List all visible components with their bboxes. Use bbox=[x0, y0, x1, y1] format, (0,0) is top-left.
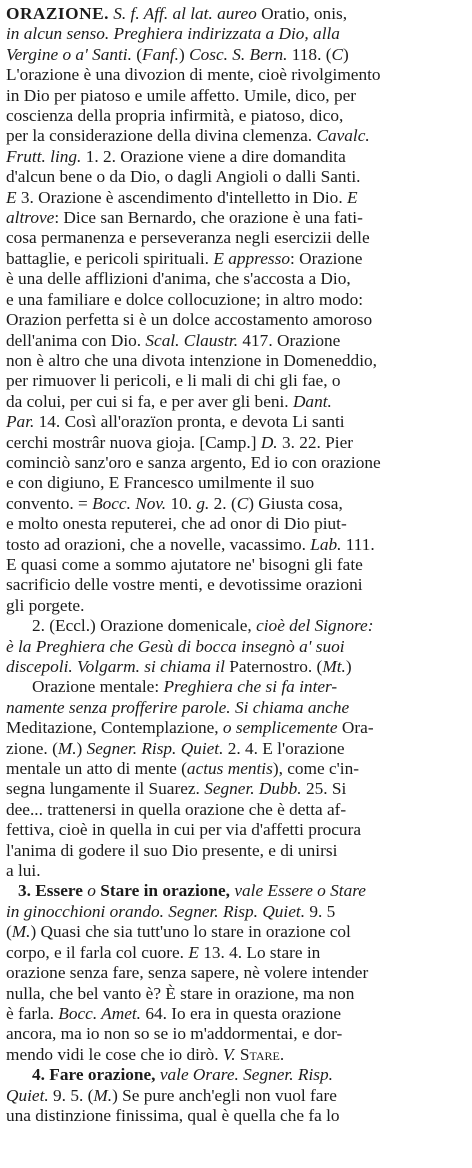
text-line bbox=[6, 841, 462, 861]
text-line bbox=[6, 126, 462, 146]
text-line bbox=[6, 943, 462, 963]
text-run: Cosc. S. Bern. bbox=[189, 44, 288, 64]
text-run: E quasi come a sommo ajutatore ne' bisogni gli fate bbox=[6, 554, 363, 574]
text-run: 1. 2. Orazione viene a dire domandita bbox=[81, 146, 346, 166]
text-run: g. bbox=[196, 493, 210, 513]
text-line bbox=[6, 657, 462, 677]
text-run: S. f. Aff. al lat. aureo bbox=[113, 4, 257, 23]
text-line bbox=[6, 494, 462, 514]
text-run: cosa permanenza e perseveranza negli esercizii delle bbox=[6, 228, 370, 248]
text-run: ) bbox=[76, 738, 87, 758]
section-4-fare-orazione bbox=[6, 1065, 462, 1126]
text-run: ) Giusta cosa, bbox=[248, 493, 343, 513]
text-run: non è altro che una divota intenzione in Domeneddio, bbox=[6, 350, 377, 370]
text-run: 2. ( bbox=[209, 493, 237, 513]
text-line bbox=[6, 310, 462, 330]
text-run: 13. 4. Lo stare in bbox=[198, 942, 321, 962]
text-run: Segner. Risp. Quiet. bbox=[86, 738, 224, 758]
text-line bbox=[6, 4, 462, 24]
text-run: cerchi mostrâr nuova gioja. [Camp.] bbox=[6, 432, 261, 452]
text-run: altrove bbox=[6, 208, 55, 228]
text-line bbox=[6, 473, 462, 493]
text-run: E bbox=[346, 187, 358, 207]
text-run: ( bbox=[6, 922, 12, 942]
text-run: 2. 4. E l'orazione bbox=[223, 738, 345, 758]
text-line bbox=[6, 228, 462, 248]
text-run: sacrificio delle vostre menti, e devotissime orazioni bbox=[6, 575, 363, 595]
text-line bbox=[6, 433, 462, 453]
text-run: 417. Orazione bbox=[238, 330, 341, 350]
text-run: in Dio per piatoso e umile affetto. Umile, dico, per bbox=[6, 85, 357, 105]
text-run: V. bbox=[222, 1044, 236, 1064]
text-run: Ora- bbox=[337, 718, 374, 738]
text-run: è la Preghiera che Gesù di bocca insegnò a' suoi bbox=[6, 636, 345, 656]
text-run: o semplicemente bbox=[222, 718, 338, 738]
text-line bbox=[6, 45, 462, 65]
text-run: 3. 22. Pier bbox=[277, 432, 354, 452]
text-line bbox=[6, 453, 462, 473]
text-run: nulla, che bel vanto è? È stare in orazione, ma non bbox=[6, 983, 355, 1003]
text-run: E appresso bbox=[213, 248, 290, 268]
text-run: discepoli. Volgarm. si chiama il bbox=[6, 657, 225, 676]
text-line bbox=[6, 820, 462, 840]
text-run: 3. Essere bbox=[18, 881, 88, 901]
text-run: vale Essere o Stare bbox=[234, 881, 366, 901]
text-run: e con digiuno, E Francesco umilmente il suo bbox=[6, 473, 315, 493]
text-run: gli porgete. bbox=[6, 595, 85, 615]
text-line bbox=[6, 1004, 462, 1024]
text-run: Meditazione, Contemplazione, bbox=[6, 718, 223, 738]
headword: ORAZIONE. bbox=[6, 4, 109, 23]
text-line bbox=[6, 290, 462, 310]
text-run: Orazion perfetta si è un dolce accostamento amoroso bbox=[6, 310, 373, 330]
text-line bbox=[6, 861, 462, 881]
text-run: E bbox=[6, 187, 17, 207]
entry-definition bbox=[6, 4, 462, 616]
text-run: Frutt. ling. bbox=[6, 146, 82, 166]
text-run: dell'anima con Dio. bbox=[6, 330, 146, 350]
text-run: : Orazione bbox=[289, 248, 363, 268]
text-run: tosto ad orazioni, che a novelle, vacassimo. bbox=[6, 534, 311, 554]
text-run: convento. = bbox=[6, 493, 93, 513]
text-run: Scal. Claustr. bbox=[145, 330, 239, 350]
text-line bbox=[6, 902, 462, 922]
text-run: mentale un atto di mente ( bbox=[6, 759, 187, 779]
text-line bbox=[6, 514, 462, 534]
text-line bbox=[6, 596, 462, 616]
text-run: zione. ( bbox=[6, 738, 58, 758]
text-line bbox=[6, 739, 462, 759]
text-line bbox=[6, 1065, 462, 1085]
text-line bbox=[6, 86, 462, 106]
text-line bbox=[6, 922, 462, 942]
text-run: Par. bbox=[6, 412, 35, 432]
text-run: cioè del Signore: bbox=[256, 616, 374, 636]
text-run: da colui, per cui si fa, e per aver gli beni. bbox=[6, 391, 293, 411]
text-line bbox=[6, 331, 462, 351]
text-run: Mt. bbox=[322, 657, 346, 676]
text-run: e una familiare e dolce collocuzione; in altro modo: bbox=[6, 289, 364, 309]
text-run: Fanf. bbox=[142, 44, 179, 64]
text-line bbox=[6, 881, 462, 901]
section-orazione-mentale bbox=[6, 677, 462, 881]
text-line bbox=[6, 188, 462, 208]
text-run: 3. Orazione è ascendimento d'intelletto in Dio. bbox=[16, 187, 347, 207]
text-run: o bbox=[87, 881, 96, 901]
text-run: coscienza della propria infirmità, e piatoso, dico, bbox=[6, 106, 344, 126]
text-line bbox=[6, 1086, 462, 1106]
text-run: 14. Così all'orazïon pronta, e devota Li santi bbox=[34, 412, 345, 432]
text-run: M. bbox=[11, 922, 31, 942]
text-run: Orazione mentale: bbox=[32, 677, 164, 697]
text-run: dee... trattenersi in quella orazione che è detta af- bbox=[6, 799, 347, 819]
text-line bbox=[6, 963, 462, 983]
text-run: Stare in orazione, bbox=[95, 881, 230, 901]
text-run: corpo, e il farla col cuore. bbox=[6, 942, 189, 962]
text-line bbox=[6, 759, 462, 779]
text-run: mendo vidi le cose che io dirò. bbox=[6, 1044, 223, 1064]
text-run: 64. Io era in questa orazione bbox=[141, 1003, 342, 1023]
text-line bbox=[6, 779, 462, 799]
text-run: : Dice san Bernardo, che orazione è una fati- bbox=[54, 208, 363, 228]
text-run: D. bbox=[260, 432, 278, 452]
text-line bbox=[6, 1024, 462, 1044]
text-run: 118. ( bbox=[287, 44, 332, 64]
text-run: l'anima di godere il suo Dio presente, e di unirsi bbox=[6, 840, 338, 860]
text-run: actus mentis bbox=[186, 759, 273, 779]
text-line bbox=[6, 575, 462, 595]
text-run: orazione senza fare, senza sapere, nè volere intender bbox=[6, 963, 369, 983]
text-run: e molto onesta reputerei, che ad onor di Dio piut- bbox=[6, 514, 347, 534]
text-line bbox=[6, 984, 462, 1004]
text-run: è farla. bbox=[6, 1003, 59, 1023]
text-run: M. bbox=[57, 738, 77, 758]
text-run: C bbox=[236, 493, 249, 513]
text-run: ( bbox=[131, 44, 143, 64]
text-run: in alcun senso. Preghiera indirizzata a Dio, alla bbox=[6, 24, 340, 44]
text-run: Bocc. Amet. bbox=[58, 1003, 141, 1023]
text-run: Paternostro. ( bbox=[224, 657, 323, 676]
text-line bbox=[6, 616, 462, 636]
text-run: Lab. bbox=[310, 534, 342, 554]
text-run: 4. Fare orazione, bbox=[32, 1065, 156, 1085]
text-run: Dant. bbox=[292, 391, 332, 411]
text-line bbox=[6, 269, 462, 289]
text-run: 9. 5 bbox=[305, 901, 336, 921]
text-run: Stare bbox=[239, 1044, 280, 1064]
text-run: Bocc. Nov. bbox=[92, 493, 167, 513]
text-run: Preghiera che si fa inter- bbox=[163, 677, 338, 697]
text-line bbox=[6, 392, 462, 412]
text-run: ), come c'in- bbox=[272, 759, 359, 779]
text-run: cominciò sanz'oro e sanza argento, Ed io con orazione bbox=[6, 452, 381, 472]
text-line bbox=[6, 555, 462, 575]
text-line bbox=[6, 718, 462, 738]
text-line bbox=[6, 371, 462, 391]
text-line bbox=[6, 208, 462, 228]
text-run: vale Orare. Segner. Risp. bbox=[159, 1065, 333, 1085]
text-run: ) bbox=[345, 657, 352, 676]
text-run: namente senza profferire parole. Si chiama anche bbox=[6, 697, 350, 717]
text-run: ) bbox=[343, 44, 349, 64]
section-3-stare-in-orazione bbox=[6, 881, 462, 1065]
text-run: C bbox=[331, 44, 343, 64]
text-run: a lui. bbox=[6, 861, 41, 881]
text-line bbox=[6, 167, 462, 187]
text-line bbox=[6, 147, 462, 167]
text-run: 10. bbox=[166, 493, 197, 513]
text-run: 111. bbox=[341, 534, 375, 554]
text-run: 25. Si bbox=[301, 779, 347, 799]
text-run: Segner. Dubb. bbox=[204, 779, 302, 799]
text-run: una distinzione finissima, qual è quella che fa lo bbox=[6, 1105, 340, 1125]
text-run: 9. 5. ( bbox=[48, 1085, 94, 1105]
text-run: 2. (Eccl.) Orazione domenicale, bbox=[32, 616, 257, 636]
text-line bbox=[6, 412, 462, 432]
text-run: è una delle afflizioni d'anima, che s'accosta a Dio, bbox=[6, 269, 351, 289]
text-run: Quiet. bbox=[6, 1085, 49, 1105]
text-run: d'alcun bene o da Dio, o dagli Angioli o dalli Santi. bbox=[6, 167, 361, 187]
text-run: Vergine o a' Santi. bbox=[6, 44, 132, 64]
text-line bbox=[6, 637, 462, 657]
text-run: ancora, ma io non so se io m'addormentai, e dor- bbox=[6, 1024, 343, 1044]
text-run: Cavalc. bbox=[316, 126, 370, 146]
text-line bbox=[6, 24, 462, 44]
text-run: fettiva, cioè in quella in cui per via d'affetti procura bbox=[6, 820, 361, 840]
text-run: battaglie, e pericoli spirituali. bbox=[6, 248, 214, 268]
text-run: L'orazione è una divozion di mente, cioè rivolgimento bbox=[6, 65, 381, 85]
text-run: . bbox=[279, 1044, 285, 1064]
text-line bbox=[6, 106, 462, 126]
text-run: per la considerazione della divina clemenza. bbox=[6, 126, 317, 146]
text-line bbox=[6, 1045, 462, 1065]
text-line bbox=[6, 677, 462, 697]
text-run: ) Quasi che sia tutt'uno lo stare in orazione col bbox=[30, 922, 351, 942]
text-line bbox=[6, 800, 462, 820]
text-line bbox=[6, 351, 462, 371]
text-run: ) Se pure anch'egli non vuol fare bbox=[112, 1085, 337, 1105]
section-2-orazione-domenicale bbox=[6, 616, 462, 677]
text-run: ) bbox=[178, 44, 190, 64]
text-line bbox=[6, 698, 462, 718]
text-run: E bbox=[188, 942, 199, 962]
text-run: M. bbox=[93, 1085, 113, 1105]
text-line bbox=[6, 1106, 462, 1126]
text-line bbox=[6, 249, 462, 269]
text-run: in ginocchioni orando. Segner. Risp. Quiet. bbox=[6, 901, 306, 921]
text-run: segna lungamente il Suarez. bbox=[6, 779, 205, 799]
text-run: per rimuover li pericoli, e li mali di chi gli fae, o bbox=[6, 371, 341, 391]
text-line bbox=[6, 535, 462, 555]
text-line bbox=[6, 65, 462, 85]
text-run: Oratio, onis, bbox=[256, 4, 348, 23]
